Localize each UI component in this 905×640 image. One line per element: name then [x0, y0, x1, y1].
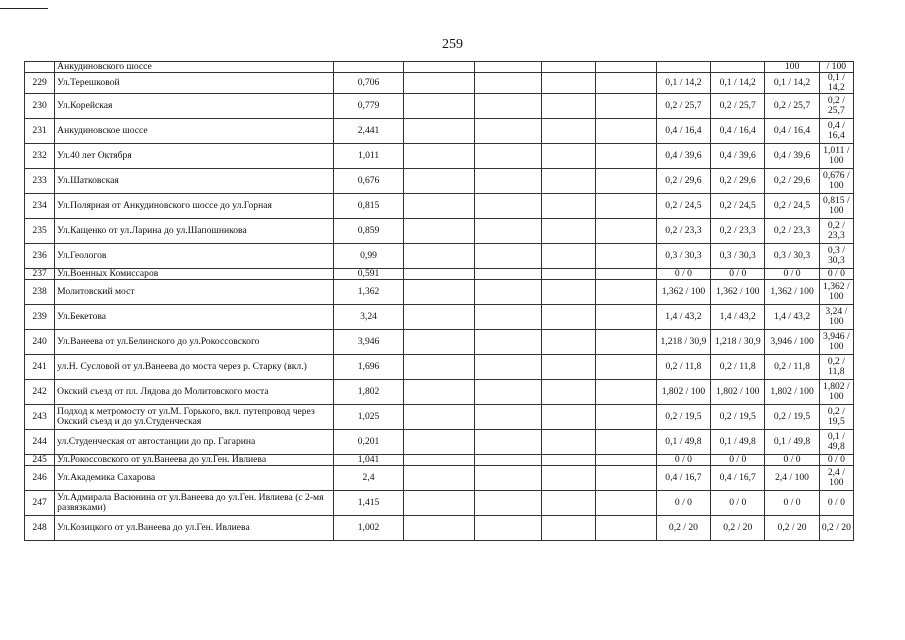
cell-empty: [542, 269, 596, 280]
cell-value: 0,676 / 100: [819, 169, 853, 194]
cell-name: Ул.Кащенко от ул.Ларина до ул.Шапошникова: [55, 219, 334, 244]
cell-num: 236: [25, 244, 55, 269]
cell-length: 3,24: [333, 305, 403, 330]
cell-value: 0,3 / 30,3: [819, 244, 853, 269]
cell-length: 0,591: [333, 269, 403, 280]
cell-value: 0,1 / 14,2: [819, 73, 853, 94]
cell-empty: [404, 405, 474, 430]
corner-rule: [0, 8, 48, 9]
cell-value: 0 / 0: [711, 491, 765, 516]
cell-empty: [404, 330, 474, 355]
cell-empty: [474, 330, 541, 355]
cell-empty: [474, 355, 541, 380]
table-row: [25, 380, 854, 405]
cell-value: 0,4 / 16,4: [656, 119, 710, 144]
cell-length: [333, 62, 403, 73]
cell-empty: [474, 62, 541, 73]
cell-value: 1,218 / 30,9: [711, 330, 765, 355]
cell-empty: [542, 491, 596, 516]
table-row: [25, 280, 854, 305]
cell-empty: [542, 430, 596, 455]
cell-value: [656, 62, 710, 73]
cell-value: 0,2 / 11,8: [711, 355, 765, 380]
cell-value: 1,802 / 100: [765, 380, 819, 405]
cell-empty: [596, 94, 656, 119]
cell-value: 0,2 / 29,6: [656, 169, 710, 194]
cell-value: 0,2 / 25,7: [765, 94, 819, 119]
cell-empty: [596, 144, 656, 169]
cell-value: 3,24 / 100: [819, 305, 853, 330]
cell-empty: [542, 330, 596, 355]
cell-value: 0 / 0: [765, 269, 819, 280]
cell-value: 0 / 0: [711, 455, 765, 466]
cell-value: / 100: [819, 62, 853, 73]
cell-empty: [542, 355, 596, 380]
cell-name: Ул.Рокоссовского от ул.Ванеева до ул.Ген. Ивлиева: [55, 455, 334, 466]
cell-value: 0,2 / 25,7: [656, 94, 710, 119]
table-row: [25, 144, 854, 169]
table-row: [25, 269, 854, 280]
cell-num: 233: [25, 169, 55, 194]
cell-value: 0,3 / 30,3: [765, 244, 819, 269]
cell-value: 1,4 / 43,2: [711, 305, 765, 330]
cell-name: Ул.40 лет Октября: [55, 144, 334, 169]
cell-value: 0,4 / 16,4: [819, 119, 853, 144]
cell-empty: [596, 380, 656, 405]
cell-empty: [404, 94, 474, 119]
cell-value: 0,1 / 49,8: [656, 430, 710, 455]
cell-value: 1,218 / 30,9: [656, 330, 710, 355]
cell-empty: [474, 466, 541, 491]
cell-num: 244: [25, 430, 55, 455]
cell-value: 0,2 / 25,7: [819, 94, 853, 119]
cell-value: 1,4 / 43,2: [765, 305, 819, 330]
cell-value: 0,2 / 25,7: [711, 94, 765, 119]
table-row: [25, 194, 854, 219]
cell-empty: [542, 169, 596, 194]
cell-empty: [474, 430, 541, 455]
cell-value: 2,4 / 100: [765, 466, 819, 491]
cell-num: 230: [25, 94, 55, 119]
cell-empty: [474, 269, 541, 280]
cell-name: Ул.Шатковская: [55, 169, 334, 194]
cell-empty: [542, 119, 596, 144]
cell-empty: [404, 73, 474, 94]
cell-name: Ул.Геологов: [55, 244, 334, 269]
cell-value: 0,2 / 23,3: [819, 219, 853, 244]
cell-empty: [474, 194, 541, 219]
cell-value: 0,2 / 19,5: [656, 405, 710, 430]
cell-length: 1,415: [333, 491, 403, 516]
cell-length: 1,025: [333, 405, 403, 430]
cell-value: 0 / 0: [711, 269, 765, 280]
cell-empty: [404, 455, 474, 466]
cell-empty: [474, 280, 541, 305]
cell-value: 0 / 0: [765, 491, 819, 516]
cell-empty: [474, 73, 541, 94]
cell-empty: [474, 405, 541, 430]
cell-value: 0,4 / 39,6: [656, 144, 710, 169]
cell-empty: [596, 73, 656, 94]
cell-empty: [542, 280, 596, 305]
cell-value: 0,2 / 19,5: [819, 405, 853, 430]
cell-length: 3,946: [333, 330, 403, 355]
cell-empty: [474, 219, 541, 244]
cell-value: 0,2 / 24,5: [656, 194, 710, 219]
cell-empty: [474, 94, 541, 119]
cell-value: 0,4 / 39,6: [765, 144, 819, 169]
cell-num: 245: [25, 455, 55, 466]
cell-value: 0,2 / 11,8: [819, 355, 853, 380]
cell-empty: [404, 62, 474, 73]
cell-length: 2,4: [333, 466, 403, 491]
cell-length: 1,362: [333, 280, 403, 305]
cell-value: 0,2 / 20: [765, 516, 819, 541]
cell-value: 0,4 / 16,7: [656, 466, 710, 491]
cell-name: Молитовский мост: [55, 280, 334, 305]
cell-empty: [404, 119, 474, 144]
cell-value: 1,802 / 100: [656, 380, 710, 405]
cell-num: 231: [25, 119, 55, 144]
cell-num: 241: [25, 355, 55, 380]
cell-empty: [596, 430, 656, 455]
cell-num: 247: [25, 491, 55, 516]
cell-value: 0 / 0: [656, 269, 710, 280]
cell-num: 242: [25, 380, 55, 405]
cell-num: 229: [25, 73, 55, 94]
cell-value: 0 / 0: [819, 491, 853, 516]
cell-value: 0,1 / 14,2: [765, 73, 819, 94]
cell-empty: [404, 219, 474, 244]
cell-empty: [404, 491, 474, 516]
cell-length: 1,696: [333, 355, 403, 380]
cell-value: 1,362 / 100: [711, 280, 765, 305]
cell-empty: [542, 144, 596, 169]
cell-length: 1,041: [333, 455, 403, 466]
cell-length: 0,706: [333, 73, 403, 94]
cell-value: 0,2 / 19,5: [711, 405, 765, 430]
table-row: [25, 73, 854, 94]
cell-value: 0,2 / 11,8: [765, 355, 819, 380]
cell-empty: [596, 194, 656, 219]
cell-empty: [596, 516, 656, 541]
table-row: [25, 355, 854, 380]
cell-empty: [542, 455, 596, 466]
cell-value: [711, 62, 765, 73]
cell-empty: [474, 144, 541, 169]
cell-empty: [404, 355, 474, 380]
cell-empty: [542, 380, 596, 405]
cell-value: 0,2 / 24,5: [765, 194, 819, 219]
cell-empty: [542, 466, 596, 491]
cell-empty: [596, 305, 656, 330]
cell-empty: [542, 405, 596, 430]
table-row: [25, 219, 854, 244]
cell-empty: [542, 62, 596, 73]
cell-empty: [474, 516, 541, 541]
cell-empty: [596, 119, 656, 144]
cell-value: 0,2 / 23,3: [656, 219, 710, 244]
cell-value: 1,362 / 100: [819, 280, 853, 305]
cell-length: 0,201: [333, 430, 403, 455]
cell-empty: [596, 219, 656, 244]
cell-value: 0,815 / 100: [819, 194, 853, 219]
cell-value: 0 / 0: [765, 455, 819, 466]
cell-value: 0 / 0: [819, 269, 853, 280]
cell-name: Ул.Корейская: [55, 94, 334, 119]
cell-value: 0,4 / 16,4: [765, 119, 819, 144]
cell-name: Ул.Полярная от Анкудиновского шоссе до ул.Горная: [55, 194, 334, 219]
cell-value: 0 / 0: [656, 455, 710, 466]
cell-value: 2,4 / 100: [819, 466, 853, 491]
cell-value: 0,2 / 19,5: [765, 405, 819, 430]
cell-empty: [542, 94, 596, 119]
cell-empty: [542, 305, 596, 330]
cell-name: Ул.Академика Сахарова: [55, 466, 334, 491]
cell-value: 0,2 / 11,8: [656, 355, 710, 380]
cell-empty: [542, 244, 596, 269]
cell-empty: [542, 516, 596, 541]
cell-empty: [596, 405, 656, 430]
cell-empty: [542, 219, 596, 244]
cell-empty: [474, 305, 541, 330]
cell-name: Подход к метромосту от ул.М. Горького, вкл. путепровод через Окский съезд и до ул.Студенческая: [55, 405, 334, 430]
cell-empty: [404, 144, 474, 169]
cell-empty: [404, 516, 474, 541]
cell-value: 0,1 / 14,2: [711, 73, 765, 94]
cell-empty: [404, 466, 474, 491]
table-row: [25, 119, 854, 144]
cell-num: 238: [25, 280, 55, 305]
table-body: [25, 62, 854, 541]
cell-value: 0,2 / 20: [819, 516, 853, 541]
cell-value: 0,4 / 16,4: [711, 119, 765, 144]
table-row: [25, 305, 854, 330]
cell-length: 2,441: [333, 119, 403, 144]
cell-empty: [474, 491, 541, 516]
cell-num: 232: [25, 144, 55, 169]
table-row: [25, 466, 854, 491]
cell-length: 1,802: [333, 380, 403, 405]
cell-empty: [474, 169, 541, 194]
table-row: [25, 455, 854, 466]
cell-num: 246: [25, 466, 55, 491]
cell-length: 1,002: [333, 516, 403, 541]
cell-value: 0,2 / 20: [656, 516, 710, 541]
cell-num: 234: [25, 194, 55, 219]
cell-value: 1,011 / 100: [819, 144, 853, 169]
cell-name: Ул.Бекетова: [55, 305, 334, 330]
table-row: [25, 405, 854, 430]
cell-empty: [404, 305, 474, 330]
cell-empty: [404, 169, 474, 194]
cell-value: 0,1 / 14,2: [656, 73, 710, 94]
cell-empty: [404, 269, 474, 280]
cell-value: 0,2 / 23,3: [765, 219, 819, 244]
cell-value: 0 / 0: [819, 455, 853, 466]
cell-value: 0,1 / 49,8: [819, 430, 853, 455]
cell-empty: [542, 73, 596, 94]
cell-length: 0,859: [333, 219, 403, 244]
cell-value: 3,946 / 100: [765, 330, 819, 355]
cell-value: 0 / 0: [656, 491, 710, 516]
cell-length: 1,011: [333, 144, 403, 169]
cell-value: 0,2 / 29,6: [765, 169, 819, 194]
table-row: [25, 491, 854, 516]
cell-value: 0,3 / 30,3: [711, 244, 765, 269]
cell-length: 0,779: [333, 94, 403, 119]
cell-value: 0,2 / 23,3: [711, 219, 765, 244]
cell-empty: [404, 244, 474, 269]
cell-length: 0,815: [333, 194, 403, 219]
cell-value: 1,802 / 100: [819, 380, 853, 405]
cell-value: 3,946 / 100: [819, 330, 853, 355]
cell-empty: [404, 380, 474, 405]
cell-name: Ул.Терешковой: [55, 73, 334, 94]
cell-name: Анкудиновское шоссе: [55, 119, 334, 144]
continuation-row: [25, 62, 854, 73]
cell-value: 1,362 / 100: [656, 280, 710, 305]
cell-value: 0,2 / 29,6: [711, 169, 765, 194]
cell-num: 237: [25, 269, 55, 280]
cell-value: 1,362 / 100: [765, 280, 819, 305]
cell-name: Ул.Ванеева от ул.Белинского до ул.Рокоссовского: [55, 330, 334, 355]
table-row: [25, 244, 854, 269]
table-row: [25, 430, 854, 455]
cell-length: 0,676: [333, 169, 403, 194]
cell-value: 100: [765, 62, 819, 73]
cell-value: 0,1 / 49,8: [711, 430, 765, 455]
cell-empty: [474, 380, 541, 405]
cell-empty: [596, 62, 656, 73]
cell-empty: [596, 466, 656, 491]
cell-name: Анкудиновского шоссе: [55, 62, 334, 73]
table-row: [25, 169, 854, 194]
cell-empty: [596, 244, 656, 269]
cell-empty: [474, 455, 541, 466]
cell-num: 243: [25, 405, 55, 430]
roads-table: [24, 61, 854, 541]
page-number: 259: [442, 37, 463, 52]
cell-value: 0,4 / 16,7: [711, 466, 765, 491]
cell-empty: [404, 280, 474, 305]
cell-value: 0,3 / 30,3: [656, 244, 710, 269]
table-row: [25, 94, 854, 119]
cell-name: Ул.Козицкого от ул.Ванеева до ул.Ген. Ивлиева: [55, 516, 334, 541]
cell-empty: [596, 330, 656, 355]
cell-value: 0,4 / 39,6: [711, 144, 765, 169]
cell-value: 0,2 / 20: [711, 516, 765, 541]
cell-num: 248: [25, 516, 55, 541]
cell-empty: [474, 119, 541, 144]
cell-value: 1,802 / 100: [711, 380, 765, 405]
cell-empty: [404, 194, 474, 219]
cell-empty: [542, 194, 596, 219]
cell-num: 239: [25, 305, 55, 330]
cell-value: 0,1 / 49,8: [765, 430, 819, 455]
cell-empty: [596, 169, 656, 194]
cell-empty: [596, 280, 656, 305]
cell-value: 1,4 / 43,2: [656, 305, 710, 330]
cell-empty: [596, 355, 656, 380]
cell-name: Ул.Адмирала Васюнина от ул.Ванеева до ул.Ген. Ивлиева (с 2-мя развязками): [55, 491, 334, 516]
table-row: [25, 516, 854, 541]
cell-name: ул.Студенческая от автостанции до пр. Гагарина: [55, 430, 334, 455]
cell-num: 240: [25, 330, 55, 355]
cell-value: 0,2 / 24,5: [711, 194, 765, 219]
cell-empty: [596, 455, 656, 466]
cell-name: Окский съезд от пл. Лядова до Молитовского моста: [55, 380, 334, 405]
cell-length: 0,99: [333, 244, 403, 269]
cell-num: [25, 62, 55, 73]
cell-empty: [596, 269, 656, 280]
cell-name: Ул.Военных Комиссаров: [55, 269, 334, 280]
cell-empty: [474, 244, 541, 269]
cell-name: ул.Н. Сусловой от ул.Ванеева до моста через р. Старку (вкл.): [55, 355, 334, 380]
cell-num: 235: [25, 219, 55, 244]
cell-empty: [404, 430, 474, 455]
table-row: [25, 330, 854, 355]
cell-empty: [596, 491, 656, 516]
